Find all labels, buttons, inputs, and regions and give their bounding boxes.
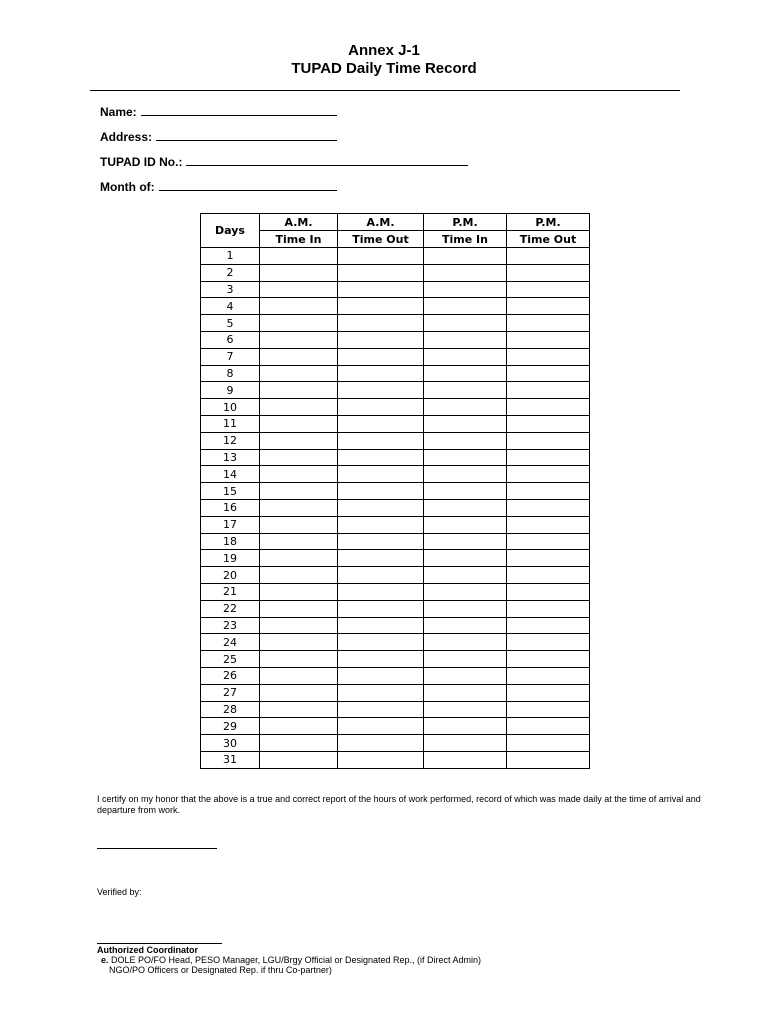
day-number-cell: 26 <box>201 667 260 684</box>
am-time-out-cell[interactable] <box>338 617 424 634</box>
pm-time-in-cell[interactable] <box>424 382 507 399</box>
am-time-in-cell[interactable] <box>260 483 338 500</box>
day-number-cell: 10 <box>201 399 260 416</box>
am-time-in-cell[interactable] <box>260 348 338 365</box>
am-time-out-cell[interactable] <box>338 348 424 365</box>
pm-time-out-cell[interactable] <box>507 701 590 718</box>
am-time-out-cell[interactable] <box>338 651 424 668</box>
pm-time-out-cell[interactable] <box>507 684 590 701</box>
pm-time-in-cell[interactable] <box>424 264 507 281</box>
day-number-cell: 21 <box>201 583 260 600</box>
am-time-out-cell[interactable] <box>338 701 424 718</box>
am-time-out-cell[interactable] <box>338 684 424 701</box>
day-number-cell: 18 <box>201 533 260 550</box>
day-number-cell: 14 <box>201 466 260 483</box>
am-time-in-cell[interactable] <box>260 533 338 550</box>
coordinator-note-line-2: NGO/PO Officers or Designated Rep. if thru Co-partner) <box>109 965 332 975</box>
am-time-in-cell[interactable] <box>260 415 338 432</box>
pm-time-in-cell[interactable] <box>424 751 507 768</box>
table-row <box>201 533 590 550</box>
pm-time-in-cell[interactable] <box>424 567 507 584</box>
pm-time-in-cell[interactable] <box>424 365 507 382</box>
month-label: Month of: <box>100 180 155 194</box>
table-row <box>201 684 590 701</box>
address-field <box>100 130 337 144</box>
am-time-out-cell[interactable] <box>338 415 424 432</box>
pm-time-in-cell[interactable] <box>424 684 507 701</box>
tupad-id-field <box>100 155 468 169</box>
am-time-in-cell[interactable] <box>260 617 338 634</box>
coordinator-title: Authorized Coordinator <box>97 945 198 955</box>
pm-time-in-cell[interactable] <box>424 718 507 735</box>
table-row <box>201 432 590 449</box>
table-row <box>201 718 590 735</box>
am-time-out-cell[interactable] <box>338 331 424 348</box>
am-time-out-cell[interactable] <box>338 516 424 533</box>
am-time-in-cell[interactable] <box>260 567 338 584</box>
pm-time-out-cell[interactable] <box>507 466 590 483</box>
table-row <box>201 567 590 584</box>
am-time-out-cell[interactable] <box>338 382 424 399</box>
pm-time-out-cell[interactable] <box>507 499 590 516</box>
pm-time-out-cell[interactable] <box>507 516 590 533</box>
am-time-in-cell[interactable] <box>260 315 338 332</box>
am-time-out-cell[interactable] <box>338 667 424 684</box>
pm-time-out-cell[interactable] <box>507 415 590 432</box>
am-time-in-cell[interactable] <box>260 751 338 768</box>
day-number-cell: 31 <box>201 751 260 768</box>
month-blank-line[interactable] <box>159 180 337 191</box>
pm-time-out-cell[interactable] <box>507 667 590 684</box>
day-number-cell: 8 <box>201 365 260 382</box>
pm-time-out-cell[interactable] <box>507 365 590 382</box>
pm-time-out-cell[interactable] <box>507 583 590 600</box>
day-number-cell: 22 <box>201 600 260 617</box>
table-body <box>201 248 590 769</box>
day-number-cell: 28 <box>201 701 260 718</box>
am-time-in-cell[interactable] <box>260 449 338 466</box>
pm-time-in-cell[interactable] <box>424 248 507 265</box>
am-time-out-cell[interactable] <box>338 281 424 298</box>
am-time-in-cell[interactable] <box>260 298 338 315</box>
am-time-in-cell[interactable] <box>260 701 338 718</box>
day-number-cell: 7 <box>201 348 260 365</box>
am-time-out-cell[interactable] <box>338 365 424 382</box>
pm-time-in-cell[interactable] <box>424 399 507 416</box>
am-time-in-cell[interactable] <box>260 466 338 483</box>
am-time-out-cell[interactable] <box>338 735 424 752</box>
table-row <box>201 382 590 399</box>
pm-time-out-cell[interactable] <box>507 298 590 315</box>
pm-time-in-cell[interactable] <box>424 315 507 332</box>
pm-time-out-cell[interactable] <box>507 264 590 281</box>
am-time-out-cell[interactable] <box>338 499 424 516</box>
table-row <box>201 348 590 365</box>
pm-time-out-cell[interactable] <box>507 735 590 752</box>
day-number-cell: 5 <box>201 315 260 332</box>
am-time-out-cell[interactable] <box>338 567 424 584</box>
am-time-in-cell[interactable] <box>260 499 338 516</box>
table-row <box>201 735 590 752</box>
pm-time-out-cell[interactable] <box>507 315 590 332</box>
table-row <box>201 634 590 651</box>
am-time-in-cell[interactable] <box>260 684 338 701</box>
am-time-out-cell[interactable] <box>338 466 424 483</box>
table-row <box>201 617 590 634</box>
name-blank-line[interactable] <box>141 105 337 116</box>
table-row <box>201 466 590 483</box>
col-header-am-in-period: A.M. <box>260 214 338 231</box>
pm-time-out-cell[interactable] <box>507 331 590 348</box>
am-time-out-cell[interactable] <box>338 248 424 265</box>
am-time-in-cell[interactable] <box>260 651 338 668</box>
am-time-out-cell[interactable] <box>338 315 424 332</box>
day-number-cell: 2 <box>201 264 260 281</box>
day-number-cell: 12 <box>201 432 260 449</box>
pm-time-out-cell[interactable] <box>507 651 590 668</box>
am-time-out-cell[interactable] <box>338 399 424 416</box>
pm-time-in-cell[interactable] <box>424 583 507 600</box>
address-blank-line[interactable] <box>156 130 337 141</box>
am-time-in-cell[interactable] <box>260 331 338 348</box>
day-number-cell: 15 <box>201 483 260 500</box>
table-row <box>201 751 590 768</box>
am-time-out-cell[interactable] <box>338 583 424 600</box>
day-number-cell: 1 <box>201 248 260 265</box>
table-row <box>201 499 590 516</box>
days-header: Days <box>201 214 260 248</box>
table-row <box>201 701 590 718</box>
pm-time-in-cell[interactable] <box>424 617 507 634</box>
annex-label: Annex J-1 <box>348 42 420 59</box>
am-time-in-cell[interactable] <box>260 634 338 651</box>
table-row <box>201 281 590 298</box>
am-time-in-cell[interactable] <box>260 735 338 752</box>
name-label: Name: <box>100 105 137 119</box>
am-time-in-cell[interactable] <box>260 583 338 600</box>
day-number-cell: 13 <box>201 449 260 466</box>
day-number-cell: 16 <box>201 499 260 516</box>
col-header-pm-in-period: P.M. <box>424 214 507 231</box>
pm-time-in-cell[interactable] <box>424 298 507 315</box>
am-time-in-cell[interactable] <box>260 382 338 399</box>
month-field <box>100 180 337 194</box>
pm-time-out-cell[interactable] <box>507 567 590 584</box>
tupad-id-blank-line[interactable] <box>186 155 468 166</box>
name-field <box>100 105 337 119</box>
col-header-pm-time-out: Time Out <box>507 231 590 248</box>
pm-time-out-cell[interactable] <box>507 281 590 298</box>
time-record-table <box>200 213 590 769</box>
day-number-cell: 23 <box>201 617 260 634</box>
document-title: TUPAD Daily Time Record <box>291 60 477 77</box>
am-time-in-cell[interactable] <box>260 600 338 617</box>
am-time-out-cell[interactable] <box>338 718 424 735</box>
pm-time-out-cell[interactable] <box>507 751 590 768</box>
col-header-pm-out-period: P.M. <box>507 214 590 231</box>
am-time-in-cell[interactable] <box>260 264 338 281</box>
pm-time-in-cell[interactable] <box>424 281 507 298</box>
coordinator-note-text-1: DOLE PO/FO Head, PESO Manager, LGU/Brgy Official or Designated Rep., (if Direct Admin) <box>111 955 482 965</box>
am-time-out-cell[interactable] <box>338 449 424 466</box>
day-number-cell: 9 <box>201 382 260 399</box>
am-time-out-cell[interactable] <box>338 298 424 315</box>
table-row <box>201 483 590 500</box>
am-time-out-cell[interactable] <box>338 550 424 567</box>
pm-time-in-cell[interactable] <box>424 415 507 432</box>
pm-time-out-cell[interactable] <box>507 550 590 567</box>
am-time-out-cell[interactable] <box>338 533 424 550</box>
col-header-am-time-out: Time Out <box>338 231 424 248</box>
pm-time-in-cell[interactable] <box>424 701 507 718</box>
day-number-cell: 24 <box>201 634 260 651</box>
pm-time-in-cell[interactable] <box>424 449 507 466</box>
pm-time-in-cell[interactable] <box>424 516 507 533</box>
pm-time-out-cell[interactable] <box>507 600 590 617</box>
day-number-cell: 27 <box>201 684 260 701</box>
am-time-in-cell[interactable] <box>260 432 338 449</box>
pm-time-out-cell[interactable] <box>507 348 590 365</box>
table-row <box>201 399 590 416</box>
table-row <box>201 365 590 382</box>
address-label: Address: <box>100 130 153 144</box>
day-number-cell: 11 <box>201 415 260 432</box>
pm-time-in-cell[interactable] <box>424 432 507 449</box>
coordinator-note-line-1 <box>101 955 481 965</box>
am-time-in-cell[interactable] <box>260 365 338 382</box>
am-time-in-cell[interactable] <box>260 667 338 684</box>
table-row <box>201 315 590 332</box>
table-row <box>201 248 590 265</box>
am-time-out-cell[interactable] <box>338 751 424 768</box>
table-header <box>201 214 590 248</box>
pm-time-in-cell[interactable] <box>424 634 507 651</box>
day-number-cell: 6 <box>201 331 260 348</box>
am-time-out-cell[interactable] <box>338 432 424 449</box>
col-header-pm-time-in: Time In <box>424 231 507 248</box>
pm-time-in-cell[interactable] <box>424 331 507 348</box>
table-row <box>201 264 590 281</box>
table-row <box>201 667 590 684</box>
day-number-cell: 20 <box>201 567 260 584</box>
table-row <box>201 651 590 668</box>
day-number-cell: 4 <box>201 298 260 315</box>
day-number-cell: 3 <box>201 281 260 298</box>
verified-by-label: Verified by: <box>97 887 142 897</box>
pm-time-in-cell[interactable] <box>424 348 507 365</box>
day-number-cell: 30 <box>201 735 260 752</box>
tupad-id-label: TUPAD ID No.: <box>100 155 183 169</box>
pm-time-in-cell[interactable] <box>424 667 507 684</box>
am-time-out-cell[interactable] <box>338 600 424 617</box>
table-row <box>201 516 590 533</box>
pm-time-out-cell[interactable] <box>507 399 590 416</box>
pm-time-in-cell[interactable] <box>424 499 507 516</box>
coordinator-note-bullet: e. <box>101 955 109 965</box>
coordinator-signature-line <box>97 943 222 944</box>
day-number-cell: 19 <box>201 550 260 567</box>
employee-signature-line <box>97 848 217 849</box>
table-row <box>201 583 590 600</box>
table-row <box>201 600 590 617</box>
pm-time-out-cell[interactable] <box>507 634 590 651</box>
pm-time-out-cell[interactable] <box>507 432 590 449</box>
day-number-cell: 29 <box>201 718 260 735</box>
table-row <box>201 331 590 348</box>
certification-text: I certify on my honor that the above is a true and correct report of the hours of work performed, record of which was made daily at the time of arrival and departure from work. <box>97 794 701 815</box>
am-time-in-cell[interactable] <box>260 516 338 533</box>
col-header-am-out-period: A.M. <box>338 214 424 231</box>
pm-time-out-cell[interactable] <box>507 248 590 265</box>
pm-time-in-cell[interactable] <box>424 483 507 500</box>
day-number-cell: 25 <box>201 651 260 668</box>
pm-time-out-cell[interactable] <box>507 718 590 735</box>
day-number-cell: 17 <box>201 516 260 533</box>
am-time-in-cell[interactable] <box>260 399 338 416</box>
pm-time-in-cell[interactable] <box>424 735 507 752</box>
pm-time-in-cell[interactable] <box>424 651 507 668</box>
am-time-out-cell[interactable] <box>338 264 424 281</box>
pm-time-out-cell[interactable] <box>507 483 590 500</box>
pm-time-out-cell[interactable] <box>507 382 590 399</box>
pm-time-in-cell[interactable] <box>424 466 507 483</box>
table-row <box>201 449 590 466</box>
pm-time-out-cell[interactable] <box>507 617 590 634</box>
pm-time-out-cell[interactable] <box>507 449 590 466</box>
table-row <box>201 415 590 432</box>
pm-time-out-cell[interactable] <box>507 533 590 550</box>
am-time-out-cell[interactable] <box>338 634 424 651</box>
am-time-out-cell[interactable] <box>338 483 424 500</box>
table-row <box>201 550 590 567</box>
pm-time-in-cell[interactable] <box>424 550 507 567</box>
am-time-in-cell[interactable] <box>260 718 338 735</box>
table-row <box>201 298 590 315</box>
am-time-in-cell[interactable] <box>260 550 338 567</box>
pm-time-in-cell[interactable] <box>424 533 507 550</box>
col-header-am-time-in: Time In <box>260 231 338 248</box>
pm-time-in-cell[interactable] <box>424 600 507 617</box>
am-time-in-cell[interactable] <box>260 281 338 298</box>
title-divider <box>90 90 680 91</box>
am-time-in-cell[interactable] <box>260 248 338 265</box>
